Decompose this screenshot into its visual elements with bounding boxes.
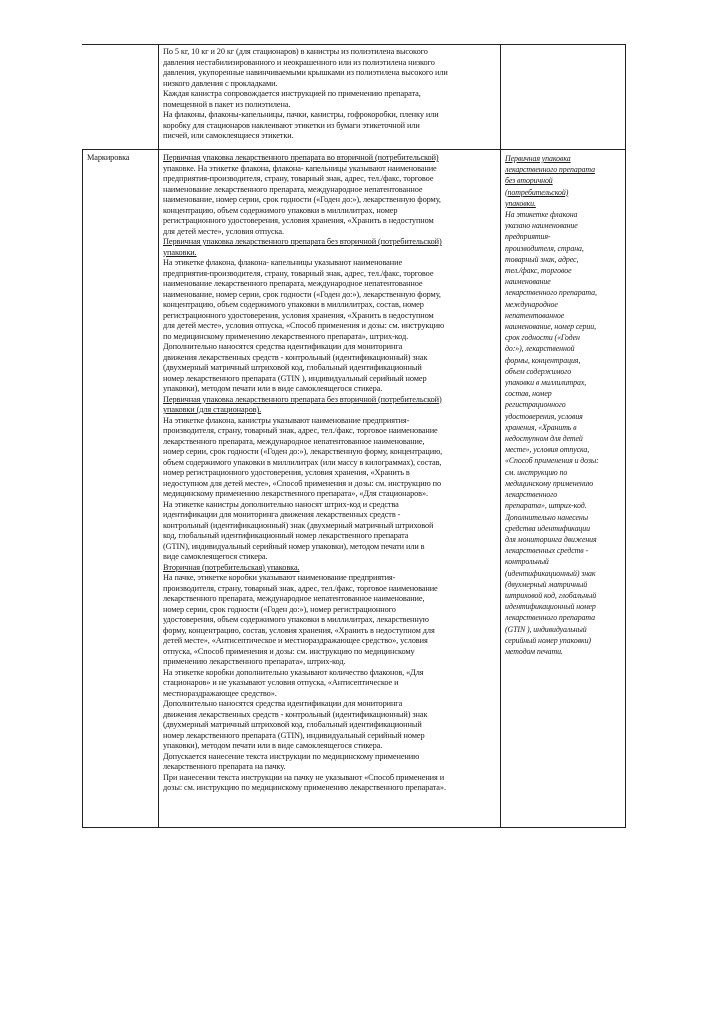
text-line: Дополнительно наносятся средства идентификации для мониторинга <box>163 342 403 351</box>
text-line: регистрационного удостоверения, условия хранения, «Хранить в недоступном <box>163 216 434 225</box>
text-line: виде самоклеящегося стикера. <box>163 552 268 561</box>
text-line: номер серии, срок годности («Годен до:»), лекарственную форму, концентрацию, <box>163 447 443 456</box>
note-heading: (потребительской) <box>505 187 569 197</box>
note-line: методом печати. <box>505 646 563 656</box>
note-line: идентификационный номер <box>505 602 596 612</box>
text-line: номер лекарственного препарата (GTIN), индивидуальный серийный номер <box>163 730 425 740</box>
text-line: производителя, страну, товарный знак, адрес, тел./факс, торговое наименование <box>163 583 438 593</box>
text-line: По 5 кг, 10 кг и 20 кг (для стационаров) в канистры из полиэтилена высокого <box>163 47 428 56</box>
note-line: лекарственного <box>505 490 558 500</box>
text-line: лекарственного препарата на пачку. <box>163 762 286 771</box>
table-border-left <box>82 149 83 828</box>
note-line: На этикетке флакона <box>505 210 578 220</box>
note-line: лекарственного препарата <box>505 613 595 623</box>
text-line: (двухмерный матричный штриховой код, глобальный идентификационный <box>163 363 422 372</box>
text-line: наименование лекарственного препарата, международное непатентованное <box>163 184 423 194</box>
note-line: контрольный <box>505 557 549 567</box>
table-border-bottom <box>82 827 626 828</box>
text-line: контрольный (идентификационный) знак (двухмерный матричный штриховой <box>163 520 434 530</box>
text-line: регистрационного удостоверения, условия хранения, «Хранить в недоступном <box>163 310 434 320</box>
text-line: номер лекарственного препарата (GTIN ), индивидуальный серийный номер <box>163 373 427 383</box>
text-line: упаковки), методом печати или в виде самоклеящегося стикера. <box>163 384 383 393</box>
note-line: объем содержимого <box>505 366 572 376</box>
text-line: наименование лекарственного препарата, международное непатентованное <box>163 279 423 288</box>
text-line: На этикетке флакона, флакона- капельницы указывают наименование <box>163 258 403 267</box>
note-line: удостоверения, условия <box>505 411 583 421</box>
text-line: предприятия-производителя, страну, товарный знак, адрес, тел./факс, торговое <box>163 174 434 183</box>
note-line: упаковки в миллилитрах, <box>505 378 587 388</box>
note-heading: Первичная упаковка <box>505 154 571 163</box>
note-line: наименование <box>505 277 551 287</box>
note-line: (GTIN ), индивидуальный <box>505 624 587 634</box>
packaging-text <box>163 47 499 142</box>
note-line: для мониторинга движения <box>505 534 597 544</box>
note-line: международное <box>505 299 558 309</box>
note-line: срок годности («Годен <box>505 333 580 343</box>
row-divider <box>82 149 626 150</box>
text-line: концентрацию, объем содержимого упаковки в миллилитрах, состав, номер <box>163 300 424 309</box>
note-line: до:»), лекарственной <box>505 344 575 354</box>
section-heading: Первичная упаковка лекарственного препарата без вторичной (потребительской) <box>163 394 442 404</box>
text-line: (GTIN), индивидуальный серийный номер упаковки), методом печати или в <box>163 541 425 551</box>
note-heading: без вторичной <box>505 176 553 186</box>
column-divider-2 <box>500 44 501 828</box>
note-line: см. инструкцию по <box>505 467 568 477</box>
text-line: номер регистрационного удостоверения, условия хранения, «Хранить в <box>163 468 410 477</box>
note-line: «Способ применения и дозы: <box>505 456 599 466</box>
text-line: коробку для стационаров наклеивают этикетки из бумаги этикеточной или <box>163 120 420 130</box>
text-line: давления, укупоренные навинчиваемыми крышками из полиэтилена высокого или <box>163 68 448 77</box>
text-line: медицинскому применению лекарственного препарата», «Для стационаров». <box>163 489 429 498</box>
note-line: серийный номер упаковки) <box>505 635 591 645</box>
note-line: (идентификационный) знак <box>505 568 596 578</box>
text-line: код, глобальный идентификационный номер лекарственного препарата <box>163 531 409 540</box>
text-line: На пачке, этикетке коробки указывают наименование предприятия- <box>163 573 396 582</box>
note-line: лекарственного препарата, <box>505 288 597 298</box>
text-line: местнораздражающее средство». <box>163 688 277 698</box>
note-line: указано наименование <box>505 221 578 231</box>
text-line: давления нестабилизированного и неокрашенного или из полиэтилена низкого <box>163 57 435 67</box>
text-line: На этикетке канистры дополнительно наносят штрих-код и средства <box>163 499 399 509</box>
note-line: средства идентификации <box>505 523 590 533</box>
text-line: номер серии, срок годности («Годен до:»), номер регистрационного <box>163 604 396 614</box>
text-line: форму, концентрацию, состав, условия хранения, «Хранить в недоступном для <box>163 625 435 635</box>
section-heading: Первичная упаковка лекарственного препарата во вторичной (потребительской) <box>163 153 439 162</box>
text-line: применению лекарственного препарата», штрих-код. <box>163 657 346 666</box>
text-line: На этикетке коробки дополнительно указывают количество флаконов, «Для <box>163 667 424 677</box>
note-line: товарный знак, адрес, <box>505 254 579 264</box>
note-line: регистрационного <box>505 400 566 410</box>
note-line: лекарственных средств - <box>505 546 588 556</box>
text-line: (двухмерный матричный штриховой код, глобальный идентификационный <box>163 720 422 729</box>
note-line: состав, номер <box>505 389 552 399</box>
note-heading: упаковки. <box>505 198 536 208</box>
text-line: При нанесении текста инструкции на пачку не указывают «Способ применения и <box>163 772 445 782</box>
marking-label: Маркировка <box>87 153 130 162</box>
text-line: движения лекарственных средств - контрольный (идентификационный) знак <box>163 352 428 362</box>
table-border-top <box>82 44 626 45</box>
text-line: объем содержимого упаковки в миллилитрах (или массу в килограммах), состав, <box>163 457 442 467</box>
text-line: для детей месте», условия отпуска. <box>163 226 284 236</box>
note-line: Дополнительно нанесены <box>505 512 588 522</box>
marking-main-text <box>163 153 499 794</box>
text-line: идентификации для мониторинга движения лекарственных средств - <box>163 510 401 519</box>
note-line: формы, концентрация, <box>505 355 581 365</box>
text-line: удостоверения, объем содержимого упаковки в миллилитрах, лекарственную <box>163 615 429 624</box>
note-line: штриховой код, глобальный <box>505 590 597 600</box>
text-line: движения лекарственных средств - контрольный (идентификационный) знак <box>163 709 428 719</box>
text-line: концентрацию, объем содержимого упаковки в миллилитрах, номер <box>163 205 398 215</box>
note-line: (двухмерный матричный <box>505 579 588 589</box>
text-line: лекарственного препарата, международное непатентованное наименование, <box>163 436 425 446</box>
text-line: отпуска, «Способ применения и дозы: см. инструкцию по медицинскому <box>163 646 415 656</box>
note-line: предприятия- <box>505 232 551 242</box>
text-line: производителя, страну, товарный знак, адрес, тел./факс, торговое наименование <box>163 426 438 435</box>
text-line: упаковки), методом печати или в виде самоклеящегося стикера. <box>163 741 383 750</box>
note-line: непатентованное <box>505 310 565 320</box>
note-line: хранения, «Хранить в <box>505 422 577 432</box>
text-line: лекарственного препарата, международное непатентованное наименование, <box>163 594 425 603</box>
text-line: недоступном для детей месте», «Способ применения и дозы: см. инструкцию по <box>163 478 442 488</box>
text-line: предприятия-производителя, страну, товарный знак, адрес, тел./факс, торговое <box>163 268 434 278</box>
text-line: низкого давления с прокладками. <box>163 78 278 88</box>
text-line: На флаконы, флаконы-капельницы, пачки, канистры, гофрокоробки, пленку или <box>163 110 439 119</box>
text-line: Каждая канистра сопровождается инструкцией по применению препарата, <box>163 89 421 98</box>
column-divider-1 <box>158 44 159 828</box>
text-line: для детей месте», условия отпуска, «Способ применения и дозы: см. инструкцию <box>163 321 445 330</box>
note-line: недоступном для детей <box>505 434 583 444</box>
text-line: упаковке. На этикетке флакона, флакона- капельницы указывают наименование <box>163 163 437 173</box>
note-line: месте», условия отпуска, <box>505 445 590 455</box>
text-line: На этикетке флакона, канистры указывают наименование предприятия- <box>163 415 410 425</box>
text-line: писчей, или самоклеящиеся этикетки. <box>163 131 294 140</box>
note-line: наименование, номер серии, <box>505 322 596 332</box>
section-heading: упаковки. <box>163 247 197 257</box>
note-heading: лекарственного препарата <box>505 165 595 175</box>
text-line: детей месте», «Антисептическое и местнораздражающее средство», условия <box>163 636 428 645</box>
text-line: наименование, номер серии, срок годности («Годен до:»), лекарственную форму, <box>163 195 441 204</box>
text-line: Допускается нанесение текста инструкции по медицинскому применению <box>163 751 420 761</box>
text-line: помещенной в пакет из полиэтилена. <box>163 99 291 109</box>
text-line: стационаров» и не указывают условия отпуска, «Антисептическое и <box>163 678 399 687</box>
text-line: по медицинскому применению лекарственного препарата», штрих-код. <box>163 331 409 341</box>
text-line: дозы: см. инструкцию по медицинскому применению лекарственного препарата». <box>163 783 446 792</box>
note-line: производителя, страна, <box>505 243 584 253</box>
note-line: тел./факс, торговое <box>505 266 572 276</box>
marking-right-notes <box>505 153 623 657</box>
table-border-right <box>625 44 626 828</box>
text-line: наименование, номер серии, срок годности («Годен до:»), лекарственную форму, <box>163 289 441 299</box>
section-heading: Вторичная (потребительская) упаковка. <box>163 562 300 572</box>
note-line: препарата», штрих-код. <box>505 501 587 511</box>
note-line: медицинскому применению <box>505 478 594 488</box>
text-line: Дополнительно наносятся средства идентификации для мониторинга <box>163 699 403 708</box>
section-heading: упаковки (для стационаров). <box>163 405 262 414</box>
section-heading: Первичная упаковка лекарственного препарата без вторичной (потребительской) <box>163 237 442 246</box>
